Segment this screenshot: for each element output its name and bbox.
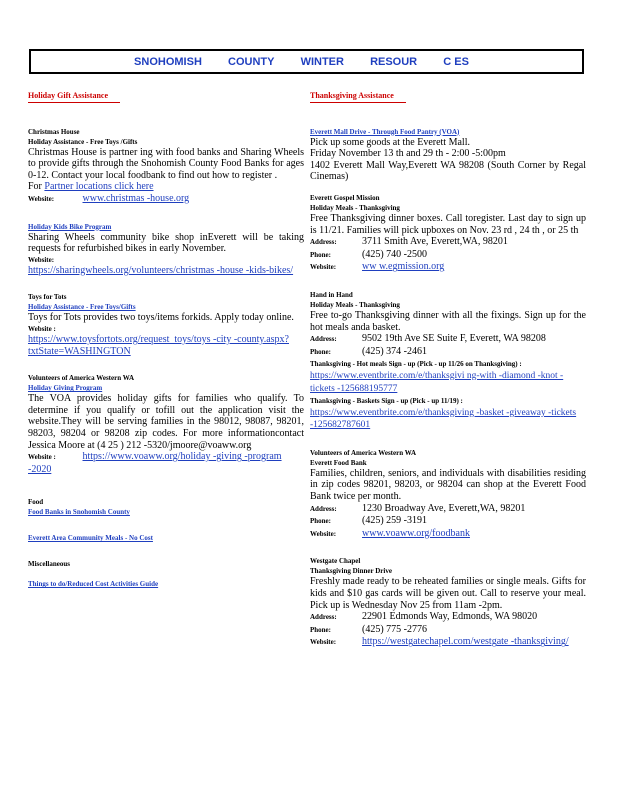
org-description: Free Thanksgiving dinner boxes. Call toregister. Last day to sign up is 11/21. Families will pick upboxes on Nov. 23 rd , 24 th , or 25 th [310,212,586,236]
misc-heading: Miscellaneous [28,560,70,569]
org-subheading: Everett Food Bank [310,458,367,467]
org-subheading[interactable]: Holiday Assistance - Free Toys/Gifts [28,303,136,312]
website-label: Website : [28,324,56,333]
activities-guide-link[interactable]: Things to do/Reduced Cost Activities Guide [28,580,159,589]
org-description: The VOA provides holiday gifts for families who qualify. To determine if you qualify or tofill out the application visit the website.They will be serving families in the 98012, 98087, 98201, 98203, 98204 or 98208 zip codes. For more informationcontact Jessica Moore at (4 25 ) 212 -5320/jmoore@voaww.org [28,393,304,451]
phone-value: (425) 775 -2776 [362,623,427,635]
org-subheading: Holiday Meals - Thanksgiving [310,300,400,309]
website-link[interactable]: https://sharingwheels.org/volunteers/christmas -house -kids-bikes/ [28,264,294,276]
section-heading-thanksgiving: Thanksgiving Assistance [310,90,406,103]
community-meals-link[interactable]: Everett Area Community Meals - No Cost [28,534,153,543]
org-subheading[interactable]: Holiday Giving Program [28,384,103,393]
org-description: Toys for Tots provides two toys/items forkids. Apply today online. [28,312,294,324]
phone-value: (425) 374 -2461 [362,345,427,357]
website-link[interactable]: https://www.toysfortots.org/request_toys/toys -city -county.aspx?txtState=WASHINGTON [28,333,289,357]
website-link[interactable]: ww w.egmission.org [362,261,445,273]
org-name: Volunteers of America Western WA [310,448,417,457]
address-label: Address: [310,335,337,344]
org-description: Freshly made ready to be reheated families or single meals. Gifts for kids and $10 gas cards will be given out. Call to reserve your meal. Pick up is Wednesday Nov 25 from 11am -2pm. [310,576,586,611]
website-label: Website: [310,263,337,272]
christmas-house-entry [28,127,304,206]
hot-meals-label: Thanksgiving - Hot meals Sign - up (Pick - up 11/26 on Thanksgiving) : [310,360,522,369]
title-word: RESOUR [370,55,418,68]
hand-in-hand-entry [310,290,586,432]
left-column [28,90,304,589]
event-location: 1402 Everett Mall Way,Everett WA 98208 (South Corner by Regal Cinemas) [310,159,586,183]
org-name: Hand in Hand [310,290,353,299]
partner-locations-link[interactable]: Partner locations click here [44,181,154,193]
right-column [310,90,586,649]
food-heading: Food [28,498,44,507]
address-value: 9502 19th Ave SE Suite F, Everett, WA 98208 [362,333,546,345]
phone-value: (425) 259 -3191 [362,515,427,527]
phone-label: Phone: [310,347,331,356]
website-label: Website: [28,194,55,203]
address-label: Address: [310,504,337,513]
org-name: Westgate Chapel [310,557,361,566]
org-description: Pick up some goods at the Everett Mall. [310,136,470,148]
org-description: Families, children, seniors, and individuals with disabilities residing in zip codes 98201, 98203, or 98204 can shop at the Everett Food Bank twice per month. [310,467,586,503]
website-link[interactable]: www.christmas -house.org [82,192,190,204]
toys-for-tots-entry [28,292,304,357]
gospel-mission-entry [310,193,586,274]
org-description: Sharing Wheels community bike shop inEverett will be taking requests for refurbished bikes in early November. [28,231,304,255]
website-label: Website: [310,529,337,538]
address-value: 1230 Broadway Ave, Everett,WA, 98201 [362,502,526,514]
org-subheading: Holiday Assistance - Free Toys /Gifts [28,137,138,146]
website-link[interactable]: www.voaww.org/foodbank [362,527,470,539]
voa-food-bank-entry [310,448,586,541]
org-subheading[interactable]: Holiday Kids Bike Program [28,222,112,231]
address-value: 3711 Smith Ave, Everett,WA, 98201 [362,236,508,248]
phone-label: Phone: [310,517,331,526]
phone-value: (425) 740 -2500 [362,248,427,260]
website-link[interactable]: https://westgatechapel.com/westgate -thanksgiving/ [362,636,569,648]
hot-meals-link[interactable]: https://www.eventbrite.com/e/thanksgivi ng-with -diamond -knot -tickets -125688195777 [310,370,564,394]
baskets-link[interactable]: https://www.eventbrite.com/e/thanksgiving -basket -giveaway -tickets -125682787601 [310,407,577,431]
org-subheading[interactable]: Everett Mall Drive - Through Food Pantry (VOA) [310,127,460,136]
mall-pantry-entry [310,127,586,183]
org-name: Volunteers of America Western WA [28,374,135,383]
title-word: SNOHOMISH [134,55,202,68]
org-description: Christmas House is partner ing with food banks and Sharing Wheels to provide gifts through the Snohomish County Food Banks for ages 0-12. Contact your local foodbank to find out how to register . [28,146,304,181]
baskets-label: Thanksgiving - Baskets Sign - up (Pick - up 11/19) : [310,397,463,406]
address-value: 22901 Edmonds Way, Edmonds, WA 98020 [362,611,538,623]
org-description: Free to-go Thanksgiving dinner with all the fixings. Sign up for the hot meals anda basket. [310,309,586,333]
website-label: Website: [310,638,337,647]
voa-gifts-entry [28,373,304,475]
org-subheading: Thanksgiving Dinner Drive [310,567,392,576]
website-link[interactable]: https://www.voaww.org/holiday -giving -program -2020 [28,451,282,475]
address-label: Address: [310,613,337,622]
org-name: Christmas House [28,127,80,136]
title-word: COUNTY [228,55,275,68]
title-banner [29,49,584,74]
phone-label: Phone: [310,625,331,634]
event-dates: Friday November 13 th and 29 th - 2:00 -5:00pm [310,148,506,160]
section-heading-gifts: Holiday Gift Assistance [28,90,120,103]
title-word: WINTER [300,55,344,68]
phone-label: Phone: [310,250,331,259]
for-text: For [28,181,42,193]
westgate-chapel-entry [310,556,586,649]
title-word: C ES [443,55,469,68]
org-name: Everett Gospel Mission [310,193,380,202]
food-banks-link[interactable]: Food Banks in Snohomish County [28,508,130,517]
website-label: Website: [28,255,55,264]
org-subheading: Holiday Meals - Thanksgiving [310,203,400,212]
address-label: Address: [310,238,337,247]
sharing-wheels-entry [28,222,304,277]
org-name: Toys for Tots [28,293,67,302]
website-label: Website : [28,453,56,462]
